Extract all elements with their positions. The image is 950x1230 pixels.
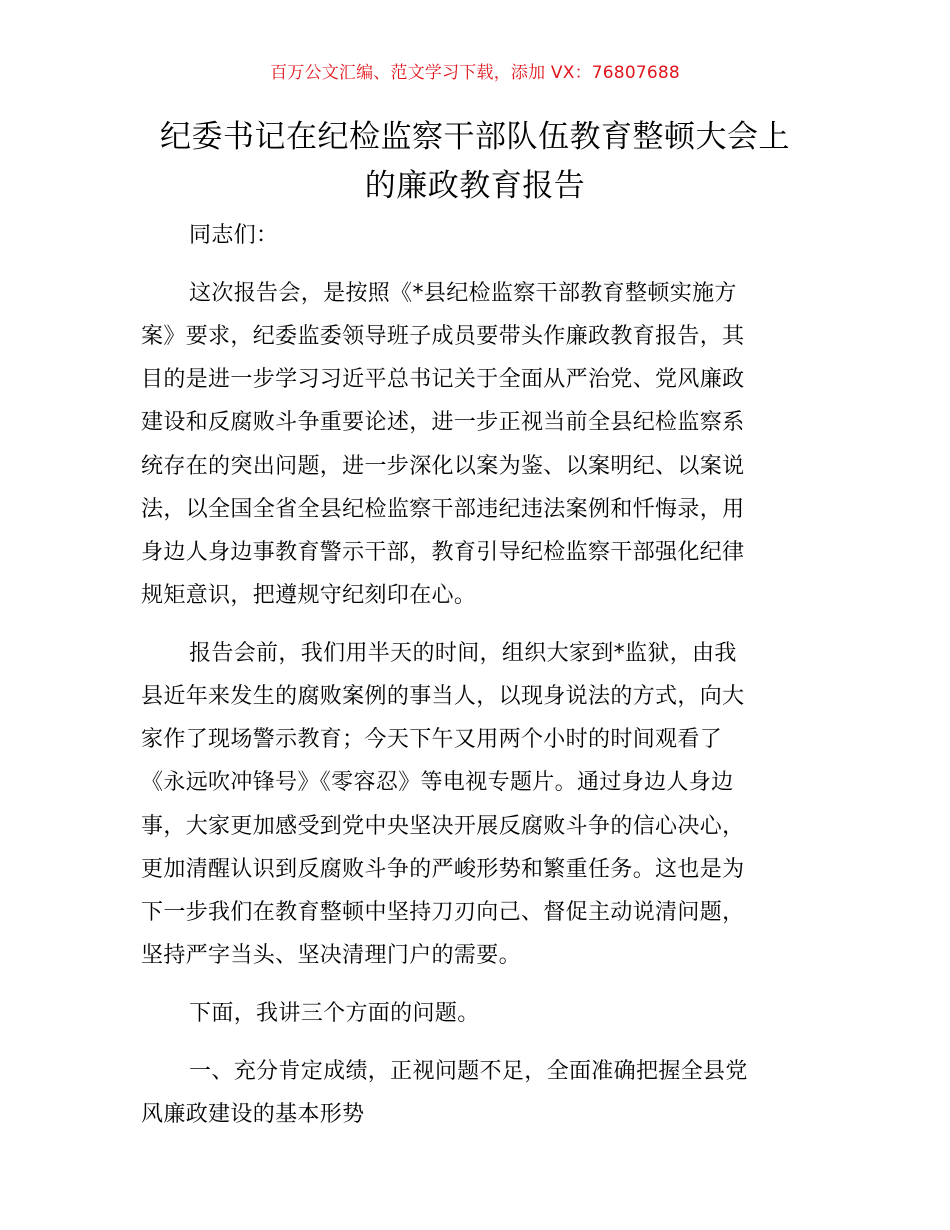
paragraph-prior-education <box>141 632 813 978</box>
text-line: 同志们： <box>189 223 279 248</box>
text-line: 家作了现场警示教育；今天下午又用两个小时的时间观看了 <box>141 727 723 753</box>
text-line: 案》要求，纪委监委领导班子成员要带头作廉政教育报告，其 <box>141 323 745 349</box>
title-line: 纪委书记在纪检监察干部队伍教育整顿大会上 <box>160 119 790 155</box>
text-line: 身边人身边事教育警示干部，教育引导纪检监察干部强化纪律 <box>141 539 745 565</box>
text-line: 下面，我讲三个方面的问题。 <box>189 1000 480 1026</box>
title-line: 的廉政教育报告 <box>364 168 586 204</box>
document-body <box>141 214 813 1151</box>
text-line: 报告会前，我们用半天的时间，组织大家到*监狱，由我 <box>189 640 737 666</box>
text-line: 法，以全国全省全县纪检监察干部违纪违法案例和忏悔录，用 <box>141 496 745 522</box>
text-line: 下一步我们在教育整顿中坚持刀刃向己、督促主动说清问题， <box>141 900 745 926</box>
text-line: 坚持严字当头、坚决清理门户的需要。 <box>141 943 521 969</box>
text-line: 规矩意识，把遵规守纪刻印在心。 <box>141 583 477 609</box>
text-line: 目的是进一步学习习近平总书记关于全面从严治党、党风廉政 <box>141 367 745 393</box>
text-line: 事，大家更加感受到党中央坚决开展反腐败斗争的信心决心， <box>141 813 745 839</box>
header-watermark-note: 百万公文汇编、范文学习下载，添加 VX：76807688 <box>270 63 680 83</box>
paragraph-intro <box>141 272 813 618</box>
text-line: 建设和反腐败斗争重要论述，进一步正视当前全县纪检监察系 <box>141 410 745 436</box>
text-line: 《永远吹冲锋号》《零容忍》等电视专题片。通过身边人身边 <box>141 770 734 796</box>
paragraph-outline <box>141 992 813 1035</box>
text-line: 这次报告会，是按照《*县纪检监察干部教育整顿实施方 <box>189 280 737 306</box>
document-title <box>120 113 830 211</box>
text-line: 统存在的突出问题，进一步深化以案为鉴、以案明纪、以案说 <box>141 453 745 479</box>
section-heading-one <box>141 1050 813 1136</box>
text-line: 县近年来发生的腐败案例的事当人，以现身说法的方式，向大 <box>141 684 745 710</box>
text-line: 更加清醒认识到反腐败斗争的严峻形势和繁重任务。这也是为 <box>141 856 745 882</box>
text-line: 一、充分肯定成绩，正视问题不足，全面准确把握全县党 <box>189 1058 748 1084</box>
paragraph-salutation <box>141 214 813 257</box>
text-line: 风廉政建设的基本形势 <box>141 1101 365 1127</box>
